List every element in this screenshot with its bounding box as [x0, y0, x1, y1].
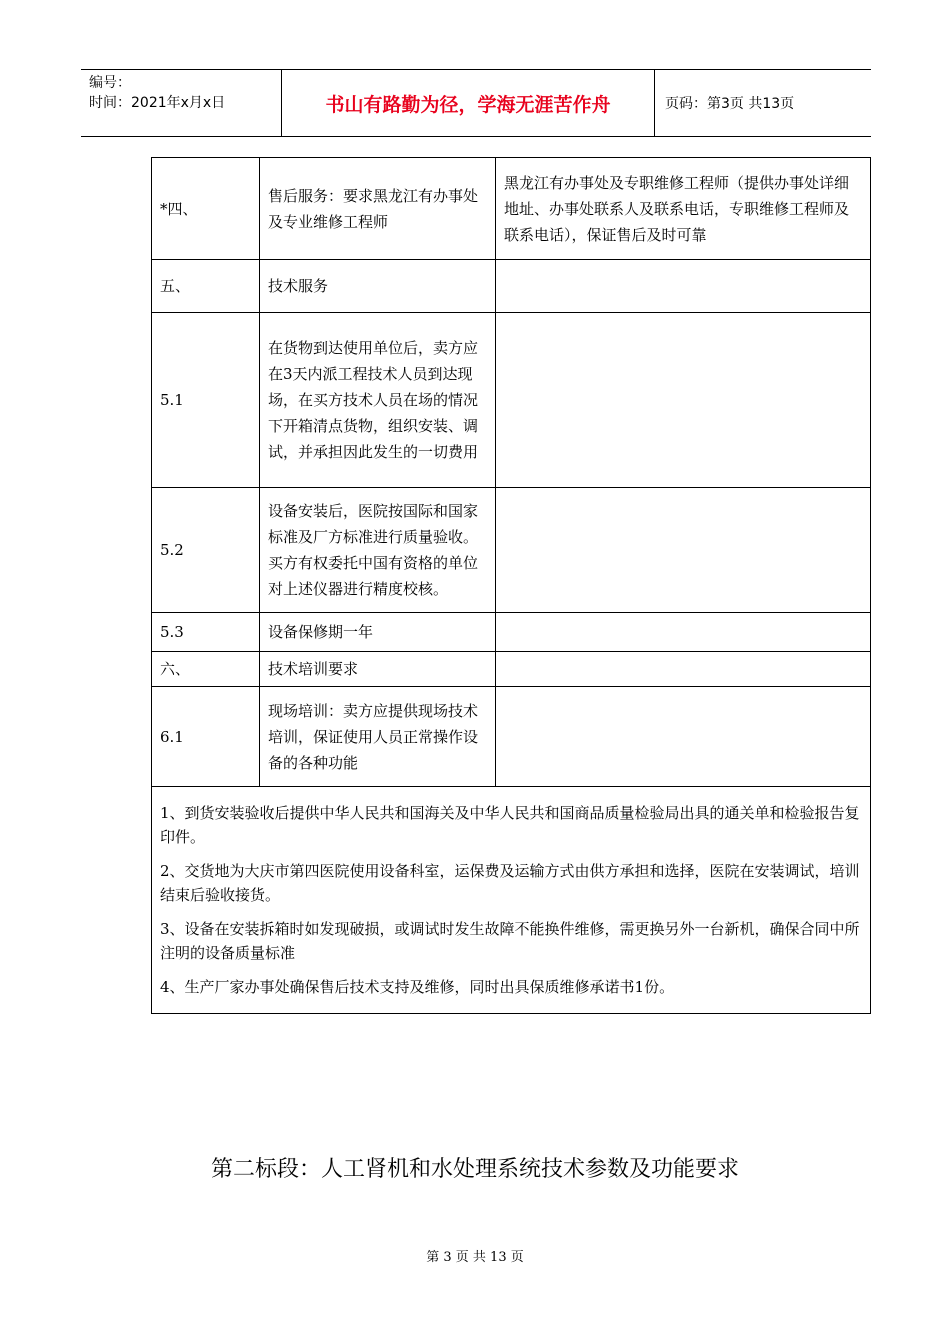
row-number: 六、 [152, 652, 260, 687]
spec-table [151, 157, 871, 1014]
note-item: 1、到货安装验收后提供中华人民共和国海关及中华人民共和国商品质量检验局出具的通关单和检验报告复印件。 [160, 804, 860, 846]
date-label: 时间：2021年x月x日 [89, 95, 226, 111]
row-detail [496, 260, 871, 313]
note-item: 4、生产厂家办事处确保售后技术支持及维修，同时出具保质维修承诺书1份。 [160, 978, 675, 996]
row-detail [496, 687, 871, 787]
page-header [81, 69, 871, 137]
row-detail: 黑龙江有办事处及专职维修工程师（提供办事处详细地址、办事处联系人及联系电话，专职维修工程师及联系电话），保证售后及时可靠 [496, 158, 871, 260]
row-item: 技术服务 [260, 260, 496, 313]
header-meta [81, 70, 282, 136]
row-number: 6.1 [152, 687, 260, 787]
row-number: 5.1 [152, 313, 260, 488]
row-detail [496, 488, 871, 613]
row-item: 设备保修期一年 [260, 613, 496, 652]
table-row [152, 613, 871, 652]
section-title [0, 1152, 950, 1183]
row-item: 技术培训要求 [260, 652, 496, 687]
notes-row [152, 787, 871, 1014]
table-row [152, 488, 871, 613]
table-row [152, 260, 871, 313]
row-item: 现场培训：卖方应提供现场技术培训，保证使用人员正常操作设备的各种功能 [260, 687, 496, 787]
notes-cell [152, 787, 871, 1014]
header-page-info: 页码：第3页 共13页 [665, 96, 795, 112]
row-detail [496, 613, 871, 652]
row-detail [496, 313, 871, 488]
row-item: 售后服务：要求黑龙江有办事处及专业维修工程师 [260, 158, 496, 260]
row-number: 5.3 [152, 613, 260, 652]
row-detail [496, 652, 871, 687]
header-motto: 书山有路勤为径，学海无涯苦作舟 [282, 70, 655, 136]
row-number: *四、 [152, 158, 260, 260]
page-footer: 第 3 页 共 13 页 [426, 1250, 524, 1265]
section-title-text: 第二标段：人工肾机和水处理系统技术参数及功能要求 [210, 1157, 739, 1182]
row-item: 设备安装后，医院按国际和国家标准及厂方标准进行质量验收。买方有权委托中国有资格的单位对上述仪器进行精度校核。 [260, 488, 496, 613]
table-row [152, 687, 871, 787]
note-item: 3、设备在安装拆箱时如发现破损，或调试时发生故障不能换件维修，需更换另外一台新机，确保合同中所注明的设备质量标准 [160, 920, 860, 962]
note-item: 2、交货地为大庆市第四医院使用设备科室，运保费及运输方式由供方承担和选择，医院在安装调试，培训结束后验收接货。 [160, 862, 860, 904]
table-row [152, 313, 871, 488]
code-label: 编号： [89, 75, 131, 91]
row-number: 五、 [152, 260, 260, 313]
table-row [152, 158, 871, 260]
row-item: 在货物到达使用单位后，卖方应在3天内派工程技术人员到达现场，在买方技术人员在场的情况下开箱清点货物，组织安装、调试，并承担因此发生的一切费用 [260, 313, 496, 488]
table-row [152, 652, 871, 687]
row-number: 5.2 [152, 488, 260, 613]
